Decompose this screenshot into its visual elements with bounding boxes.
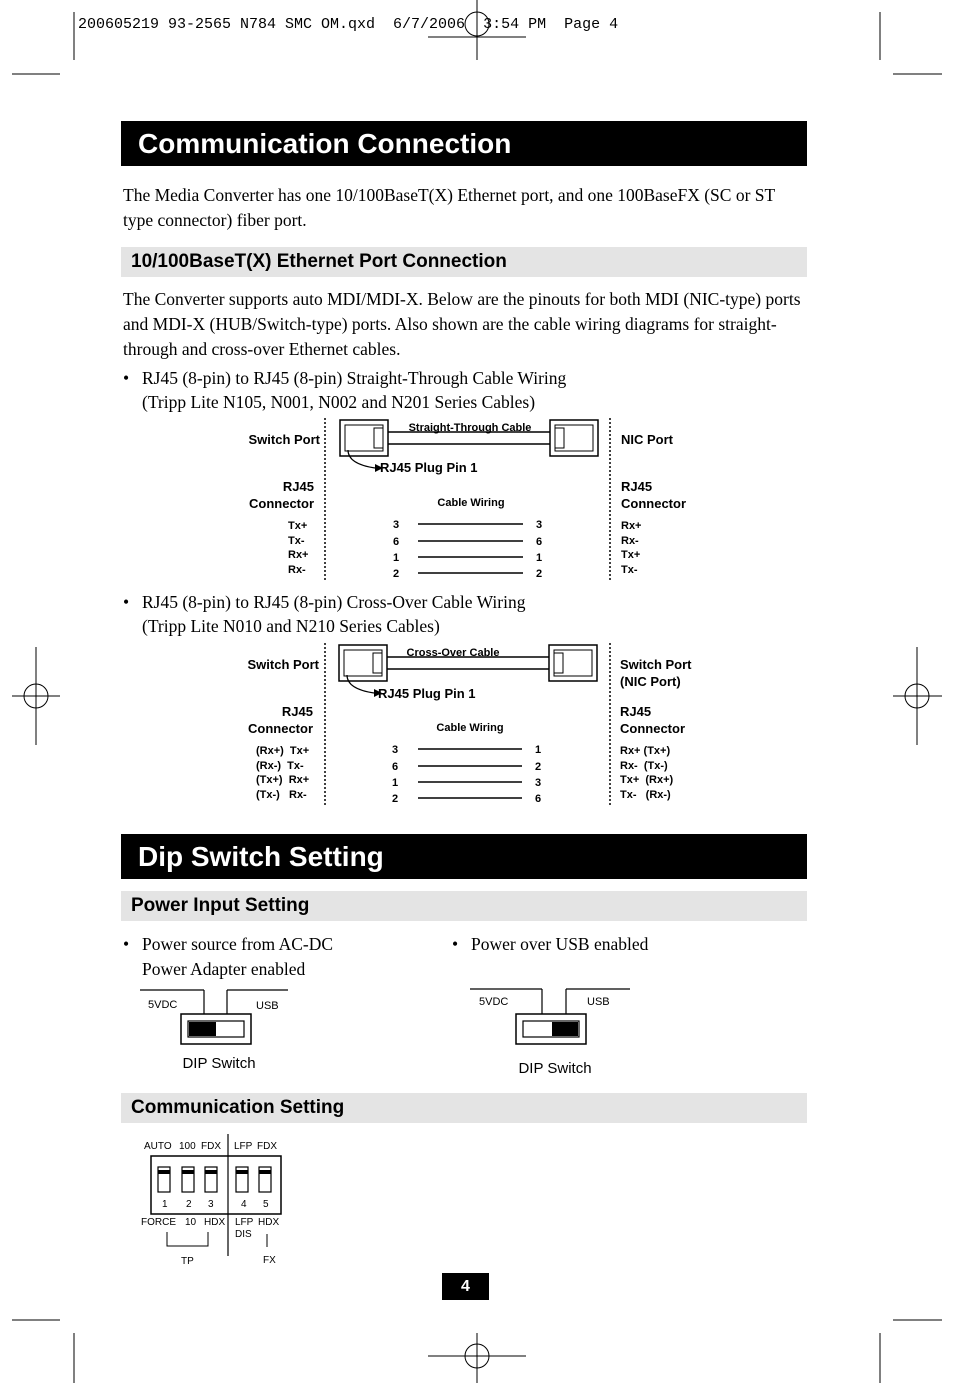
comm-bottom-label: LFP <box>235 1217 254 1228</box>
comm-top-label: LFP <box>234 1141 253 1152</box>
straight-right-signal: Tx+ <box>621 549 641 561</box>
straight-left-signal: Rx- <box>288 564 306 576</box>
section-title-dip-switch: Dip Switch Setting <box>121 834 807 879</box>
subsection-title-power: Power Input Setting <box>121 891 807 921</box>
mdi-paragraph: The Converter supports auto MDI/MDI-X. Below are the pinouts for both MDI (NIC-type) ports and MDI-X (HUB/Switch-type) ports. Also shown are the cable wiring diagrams for straight-through and cross-over Ethernet cables. <box>123 289 801 359</box>
comm-dis-label: DIS <box>235 1229 252 1240</box>
page-number: 4 <box>442 1273 489 1300</box>
cross-left-connector: Connector <box>248 721 313 736</box>
straight-left-pin: 1 <box>393 552 400 564</box>
comm-fx-label: FX <box>263 1255 276 1266</box>
cross-left-signal: (Rx+) Tx+ <box>256 745 310 757</box>
straight-left-signal: Tx+ <box>288 520 308 532</box>
cross-left-signal: (Rx-) Tx- <box>256 760 304 772</box>
cross-right-port-line1: Switch Port <box>620 657 692 672</box>
dip-slider-5vdc <box>189 1022 216 1036</box>
bullet-straight: • RJ45 (8-pin) to RJ45 (8-pin) Straight-Through Cable Wiring (Tripp Lite N105, N001, N002 and N201 Series Cables) <box>123 368 567 412</box>
straight-left-port: Switch Port <box>248 432 320 447</box>
cross-right-signal: Rx- (Tx-) <box>620 760 668 772</box>
cross-right-rj45: RJ45 <box>620 704 652 719</box>
dip-caption: DIP Switch <box>518 1060 592 1077</box>
intro-paragraph: The Media Converter has one 10/100BaseT(X) Ethernet port, and one 100BaseFX (SC or ST type connector) fiber port. <box>123 185 775 230</box>
cross-cable-label: Cross-Over Cable <box>406 647 500 659</box>
cross-left-port: Switch Port <box>247 657 319 672</box>
straight-cable-label: Straight-Through Cable <box>408 422 532 434</box>
bullet-power-usb: • Power over USB enabled <box>452 934 649 954</box>
straight-plug-label: RJ45 Plug Pin 1 <box>380 460 478 475</box>
bullet-straight-line1: RJ45 (8-pin) to RJ45 (8-pin) Straight-Through Cable Wiring <box>142 368 567 388</box>
cross-left-pin: 6 <box>392 761 399 773</box>
cross-right-pin: 1 <box>535 744 542 756</box>
comm-top-label: AUTO <box>144 1141 172 1152</box>
communication-dip-switch <box>138 1134 288 1270</box>
cross-right-pin: 6 <box>535 793 542 805</box>
bullet-power-adapter-line2: Power Adapter enabled <box>142 959 306 979</box>
straight-right-pin: 6 <box>536 536 543 548</box>
cross-right-pin: 3 <box>535 777 542 789</box>
straight-right-pin: 1 <box>536 552 543 564</box>
comm-switch-number: 4 <box>241 1199 247 1210</box>
cross-over-diagram <box>220 639 720 811</box>
dip-usb-label: USB <box>587 996 610 1008</box>
straight-right-port: NIC Port <box>621 432 673 447</box>
comm-bottom-label: 10 <box>185 1217 197 1228</box>
comm-bottom-label: HDX <box>204 1217 226 1228</box>
cross-right-port-line2: (NIC Port) <box>620 674 681 689</box>
subsection-title-communication-setting: Communication Setting <box>121 1093 807 1123</box>
subsection-title-ethernet: 10/100BaseT(X) Ethernet Port Connection <box>121 247 807 277</box>
cross-wiring-label: Cable Wiring <box>436 722 504 734</box>
dip-5vdc-label: 5VDC <box>148 999 178 1011</box>
straight-right-rj45: RJ45 <box>621 479 653 494</box>
bullet-power-adapter: • Power source from AC-DC Power Adapter enabled <box>123 934 334 979</box>
comm-switch-number: 1 <box>162 1199 168 1210</box>
comm-bottom-label: FORCE <box>141 1217 176 1228</box>
straight-left-signal: Tx- <box>288 535 305 547</box>
dip-switch-usb <box>470 982 650 1080</box>
bullet-cross-line2: (Tripp Lite N010 and N210 Series Cables) <box>142 616 440 636</box>
cross-left-pin: 1 <box>392 777 399 789</box>
straight-left-rj45: RJ45 <box>282 479 314 494</box>
cross-left-signal: (Tx+) Rx+ <box>256 774 310 786</box>
cross-right-signal: Tx- (Rx-) <box>620 789 671 801</box>
straight-right-signal: Rx+ <box>621 520 642 532</box>
bullet-straight-line2: (Tripp Lite N105, N001, N002 and N201 Series Cables) <box>142 392 536 412</box>
section-title-communication: Communication Connection <box>121 121 807 166</box>
dip-5vdc-label: 5VDC <box>479 996 509 1008</box>
straight-right-connector: Connector <box>621 496 686 511</box>
bullet-power-adapter-line1: Power source from AC-DC <box>142 934 334 954</box>
comm-top-label: FDX <box>257 1141 277 1152</box>
dip-switch-5vdc <box>140 986 300 1076</box>
straight-right-pin: 3 <box>536 519 543 531</box>
cross-left-rj45: RJ45 <box>281 704 313 719</box>
cross-right-connector: Connector <box>620 721 685 736</box>
bullet-power-usb-text: Power over USB enabled <box>471 934 649 954</box>
comm-bottom-label: HDX <box>258 1217 280 1228</box>
dip-usb-label: USB <box>256 1000 279 1012</box>
cross-left-signal: (Tx-) Rx- <box>256 789 307 801</box>
straight-through-diagram <box>220 414 720 586</box>
comm-switch-number: 5 <box>263 1199 269 1210</box>
dip-toggle <box>259 1170 271 1174</box>
straight-left-connector: Connector <box>249 496 314 511</box>
straight-left-signal: Rx+ <box>288 549 309 561</box>
comm-switch-number: 2 <box>186 1199 192 1210</box>
straight-right-pin: 2 <box>536 568 543 580</box>
bullet-cross-line1: RJ45 (8-pin) to RJ45 (8-pin) Cross-Over Cable Wiring <box>142 592 526 612</box>
dip-toggle <box>158 1170 170 1174</box>
cross-left-pin: 2 <box>392 793 399 805</box>
straight-left-pin: 6 <box>393 536 400 548</box>
straight-left-pin: 2 <box>393 568 400 580</box>
dip-slider-usb <box>552 1022 578 1036</box>
straight-wiring-label: Cable Wiring <box>437 497 505 509</box>
comm-top-label: 100 <box>179 1141 196 1152</box>
comm-top-label: FDX <box>201 1141 221 1152</box>
dip-toggle <box>236 1170 248 1174</box>
cross-right-signal: Rx+ (Tx+) <box>620 745 671 757</box>
dip-toggle <box>182 1170 194 1174</box>
bullet-cross: • RJ45 (8-pin) to RJ45 (8-pin) Cross-Over Cable Wiring (Tripp Lite N010 and N210 Series Cables) <box>123 592 526 636</box>
comm-switch-number: 3 <box>208 1199 214 1210</box>
dip-toggle <box>205 1170 217 1174</box>
cross-plug-label: RJ45 Plug Pin 1 <box>378 686 476 701</box>
dip-caption: DIP Switch <box>182 1055 256 1072</box>
comm-tp-label: TP <box>181 1256 194 1267</box>
straight-right-signal: Tx- <box>621 564 638 576</box>
cross-right-pin: 2 <box>535 761 542 773</box>
straight-right-signal: Rx- <box>621 535 639 547</box>
file-slug: 200605219 93-2565 N784 SMC OM.qxd 6/7/2006 3:54 PM Page 4 <box>78 16 619 33</box>
straight-left-pin: 3 <box>393 519 400 531</box>
cross-right-signal: Tx+ (Rx+) <box>620 774 674 786</box>
cross-left-pin: 3 <box>392 744 399 756</box>
